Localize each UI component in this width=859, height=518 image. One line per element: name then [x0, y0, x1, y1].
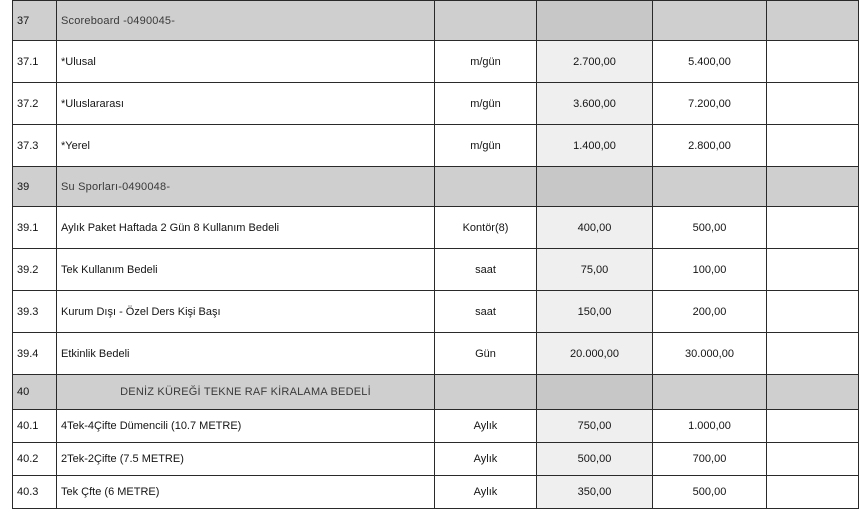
item-unit: m/gün [435, 83, 537, 125]
item-description: Tek Çfte (6 METRE) [57, 476, 435, 509]
table-row [13, 249, 859, 291]
section-row-37 [13, 1, 859, 41]
item-number: 37.3 [13, 125, 57, 167]
item-unit: m/gün [435, 125, 537, 167]
table-row [13, 83, 859, 125]
empty-cell [767, 333, 859, 375]
item-description: *Yerel [57, 125, 435, 167]
empty-cell [767, 41, 859, 83]
item-unit [435, 167, 537, 207]
table-row [13, 443, 859, 476]
empty-cell [767, 375, 859, 410]
table-row [13, 410, 859, 443]
item-description: Su Sporları-0490048- [57, 167, 435, 207]
table-row [13, 291, 859, 333]
item-description: Aylık Paket Haftada 2 Gün 8 Kullanım Bedeli [57, 207, 435, 249]
item-price-2: 700,00 [653, 443, 767, 476]
item-unit: saat [435, 249, 537, 291]
item-unit: Aylık [435, 476, 537, 509]
item-price-1: 20.000,00 [537, 333, 653, 375]
empty-cell [767, 443, 859, 476]
item-price-2 [653, 167, 767, 207]
item-unit [435, 375, 537, 410]
price-table-sheet [12, 0, 858, 510]
table-row [13, 207, 859, 249]
item-price-1: 3.600,00 [537, 83, 653, 125]
item-price-2: 2.800,00 [653, 125, 767, 167]
item-price-1: 1.400,00 [537, 125, 653, 167]
item-price-1 [537, 167, 653, 207]
item-unit: Aylık [435, 410, 537, 443]
item-price-1: 350,00 [537, 476, 653, 509]
item-price-1 [537, 375, 653, 410]
item-price-2: 500,00 [653, 476, 767, 509]
item-number: 37.2 [13, 83, 57, 125]
item-number: 39.3 [13, 291, 57, 333]
item-unit: Kontör(8) [435, 207, 537, 249]
item-price-2: 5.400,00 [653, 41, 767, 83]
item-description: Scoreboard -0490045- [57, 1, 435, 41]
item-price-2: 30.000,00 [653, 333, 767, 375]
empty-cell [767, 167, 859, 207]
item-number: 40 [13, 375, 57, 410]
item-number: 40.1 [13, 410, 57, 443]
empty-cell [767, 291, 859, 333]
item-number: 39.4 [13, 333, 57, 375]
price-table [12, 0, 859, 509]
item-description: 4Tek-4Çifte Dümencili (10.7 METRE) [57, 410, 435, 443]
item-unit: m/gün [435, 41, 537, 83]
item-price-1: 2.700,00 [537, 41, 653, 83]
table-row [13, 125, 859, 167]
section-row-39 [13, 167, 859, 207]
empty-cell [767, 1, 859, 41]
item-number: 37 [13, 1, 57, 41]
item-unit: saat [435, 291, 537, 333]
item-description: Tek Kullanım Bedeli [57, 249, 435, 291]
item-price-2: 200,00 [653, 291, 767, 333]
item-price-2 [653, 1, 767, 41]
item-number: 40.3 [13, 476, 57, 509]
item-number: 37.1 [13, 41, 57, 83]
empty-cell [767, 476, 859, 509]
item-price-1: 150,00 [537, 291, 653, 333]
table-row [13, 476, 859, 509]
item-price-1 [537, 1, 653, 41]
item-number: 39.2 [13, 249, 57, 291]
item-description: Etkinlik Bedeli [57, 333, 435, 375]
section-row-40 [13, 375, 859, 410]
item-unit [435, 1, 537, 41]
empty-cell [767, 207, 859, 249]
item-description: *Uluslararası [57, 83, 435, 125]
item-description: *Ulusal [57, 41, 435, 83]
item-description: 2Tek-2Çifte (7.5 METRE) [57, 443, 435, 476]
item-price-1: 75,00 [537, 249, 653, 291]
empty-cell [767, 83, 859, 125]
item-price-2: 1.000,00 [653, 410, 767, 443]
empty-cell [767, 249, 859, 291]
item-description: Kurum Dışı - Özel Ders Kişi Başı [57, 291, 435, 333]
table-row [13, 333, 859, 375]
table-row [13, 41, 859, 83]
item-description: DENİZ KÜREĞİ TEKNE RAF KİRALAMA BEDELİ [57, 375, 435, 410]
item-price-1: 750,00 [537, 410, 653, 443]
empty-cell [767, 125, 859, 167]
item-price-1: 400,00 [537, 207, 653, 249]
item-price-1: 500,00 [537, 443, 653, 476]
item-price-2: 100,00 [653, 249, 767, 291]
item-unit: Aylık [435, 443, 537, 476]
item-price-2: 500,00 [653, 207, 767, 249]
item-price-2: 7.200,00 [653, 83, 767, 125]
empty-cell [767, 410, 859, 443]
item-number: 40.2 [13, 443, 57, 476]
item-number: 39.1 [13, 207, 57, 249]
item-unit: Gün [435, 333, 537, 375]
item-number: 39 [13, 167, 57, 207]
item-price-2 [653, 375, 767, 410]
